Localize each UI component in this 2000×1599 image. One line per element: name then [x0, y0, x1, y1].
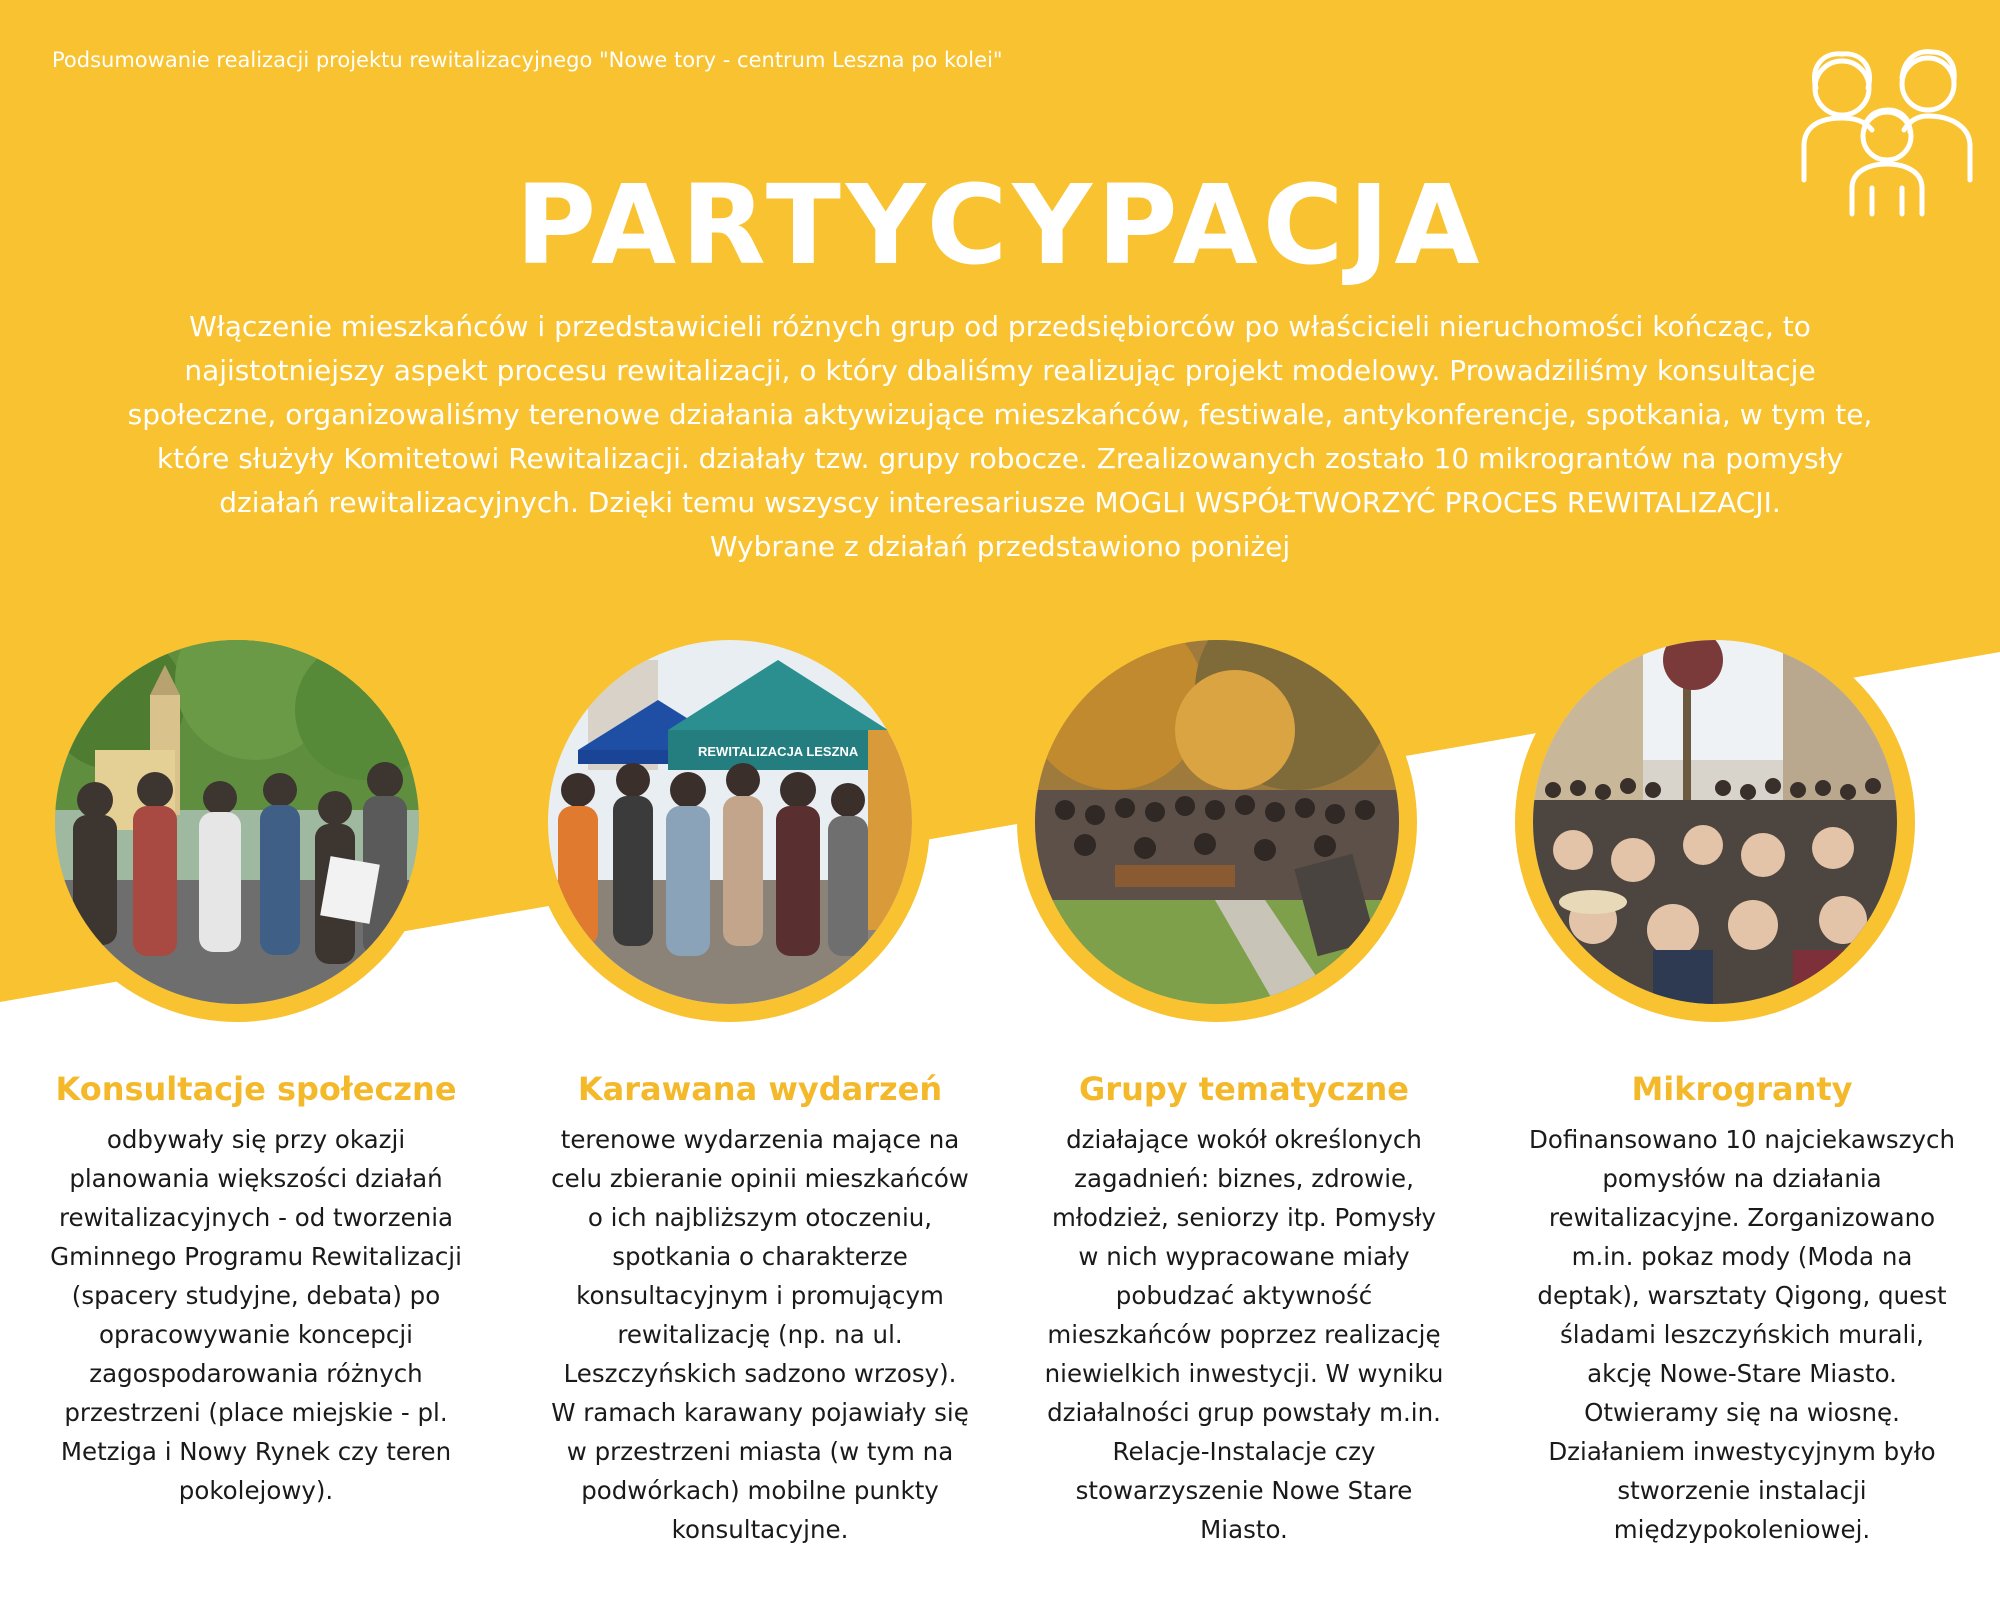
- text-line: deptak), warsztaty Qigong, quest: [1537, 1281, 1947, 1310]
- section-caravan: [540, 1070, 980, 1549]
- text-line: zagospodarowania różnych: [89, 1359, 423, 1388]
- text-line: planowania większości działań: [69, 1164, 443, 1193]
- section-text: [1024, 1120, 1464, 1549]
- section-consultations: [36, 1070, 476, 1510]
- section-text: [1522, 1120, 1962, 1549]
- text-line: stworzenie instalacji: [1617, 1476, 1867, 1505]
- text-line: Działaniem inwestycyjnym było: [1548, 1437, 1936, 1466]
- text-line: Miasto.: [1200, 1515, 1288, 1544]
- text-line: w przestrzeni miasta (w tym na: [566, 1437, 954, 1466]
- text-line: zagadnień: biznes, zdrowie,: [1074, 1164, 1414, 1193]
- photo-frame: [37, 622, 437, 1022]
- text-line: konsultacyjnym i promującym: [576, 1281, 944, 1310]
- text-line: opracowywanie koncepcji: [99, 1320, 413, 1349]
- text-line: działające wokół określonych: [1066, 1125, 1422, 1154]
- text-line: podwórkach) mobilne punkty: [581, 1476, 939, 1505]
- park-gathering-photo: [1035, 640, 1399, 1004]
- intro-line: najistotniejszy aspekt procesu rewitalizacji, o który dbaliśmy realizując projekt modelowy. Prowadziliśmy konsultacje: [184, 354, 1816, 387]
- text-line: (spacery studyjne, debata) po: [71, 1281, 441, 1310]
- event-tents-photo: [548, 640, 912, 1004]
- text-line: międzypokoleniowej.: [1613, 1515, 1871, 1544]
- intro-line: Włączenie mieszkańców i przedstawicieli różnych grup od przedsiębiorców po właścicieli nieruchomości kończąc, to: [189, 310, 1811, 343]
- photo-frame: [1515, 622, 1915, 1022]
- text-line: Gminnego Programu Rewitalizacji: [50, 1242, 462, 1271]
- section-heading: Karawana wydarzeń: [577, 1070, 943, 1108]
- text-line: w nich wypracowane miały: [1078, 1242, 1410, 1271]
- text-line: Relacje-Instalacje czy: [1112, 1437, 1376, 1466]
- intro-line: społeczne, organizowaliśmy terenowe działania aktywizujące mieszkańców, festiwale, antykonferencje, spotkania, w tym te,: [127, 398, 1873, 431]
- text-line: stowarzyszenie Nowe Stare: [1075, 1476, 1413, 1505]
- text-line: konsultacyjne.: [671, 1515, 849, 1544]
- text-line: Leszczyńskich sadzono wrzosy).: [563, 1359, 957, 1388]
- text-line: o ich najbliższym otoczeniu,: [587, 1203, 933, 1232]
- section-heading: Grupy tematyczne: [1079, 1070, 1409, 1108]
- intro-line: działań rewitalizacyjnych. Dzięki temu wszyscy interesariusze MOGLI WSPÓŁTWORZYĆ PROCES REWITALIZACJI.: [219, 486, 1781, 519]
- street-audience-photo: [1533, 640, 1897, 1004]
- text-line: młodzież, seniorzy itp. Pomysły: [1052, 1203, 1436, 1232]
- text-line: śladami leszczyńskich murali,: [1560, 1320, 1924, 1349]
- text-line: akcję Nowe-Stare Miasto.: [1587, 1359, 1897, 1388]
- section-heading: Konsultacje społeczne: [55, 1070, 457, 1108]
- text-line: Metziga i Nowy Rynek czy teren: [60, 1437, 452, 1466]
- text-line: celu zbieranie opinii mieszkańców: [551, 1164, 969, 1193]
- intro-line: Wybrane z działań przedstawiono poniżej: [709, 530, 1291, 563]
- section-text: [540, 1120, 980, 1549]
- text-line: terenowe wydarzenia mające na: [560, 1125, 960, 1154]
- photo-frame: [1017, 622, 1417, 1022]
- text-line: spotkania o charakterze: [612, 1242, 908, 1271]
- text-line: Dofinansowano 10 najciekawszych: [1528, 1125, 1956, 1154]
- section-microgrants: [1522, 1070, 1962, 1549]
- text-line: pobudzać aktywność: [1115, 1281, 1373, 1310]
- text-line: rewitalizacyjne. Zorganizowano: [1548, 1203, 1936, 1232]
- consultation-crowd-photo: [55, 640, 419, 1004]
- section-heading: Mikrogranty: [1631, 1070, 1853, 1108]
- intro-line: które służyły Komitetowi Rewitalizacji. działały tzw. grupy robocze. Zrealizowanych zostało 10 mikrograntów na pomysły: [156, 442, 1844, 475]
- text-line: m.in. pokaz mody (Moda na: [1571, 1242, 1913, 1271]
- text-line: Otwieramy się na wiosnę.: [1584, 1398, 1900, 1427]
- text-line: przestrzeni (place miejskie - pl.: [64, 1398, 448, 1427]
- text-line: rewitalizację (np. na ul.: [617, 1320, 903, 1349]
- project-subtitle: Podsumowanie realizacji projektu rewitalizacyjnego "Nowe tory - centrum Leszna po kolei": [52, 48, 1003, 72]
- text-line: odbywały się przy okazji: [106, 1125, 406, 1154]
- text-line: mieszkańców poprzez realizację: [1047, 1320, 1441, 1349]
- text-line: W ramach karawany pojawiały się: [551, 1398, 969, 1427]
- text-line: działalności grup powstały m.in.: [1047, 1398, 1441, 1427]
- page-title: PARTYCYPACJA: [515, 161, 1485, 289]
- text-line: rewitalizacyjnych - od tworzenia: [58, 1203, 454, 1232]
- photo-frame: [530, 622, 930, 1022]
- text-line: pokolejowy).: [178, 1476, 334, 1505]
- section-text: [36, 1120, 476, 1510]
- text-line: niewielkich inwestycji. W wyniku: [1044, 1359, 1444, 1388]
- tent-banner-label: REWITALIZACJA LESZNA: [698, 744, 859, 759]
- intro-paragraph: [80, 305, 1920, 569]
- section-thematic-groups: [1024, 1070, 1464, 1549]
- text-line: pomysłów na działania: [1602, 1164, 1882, 1193]
